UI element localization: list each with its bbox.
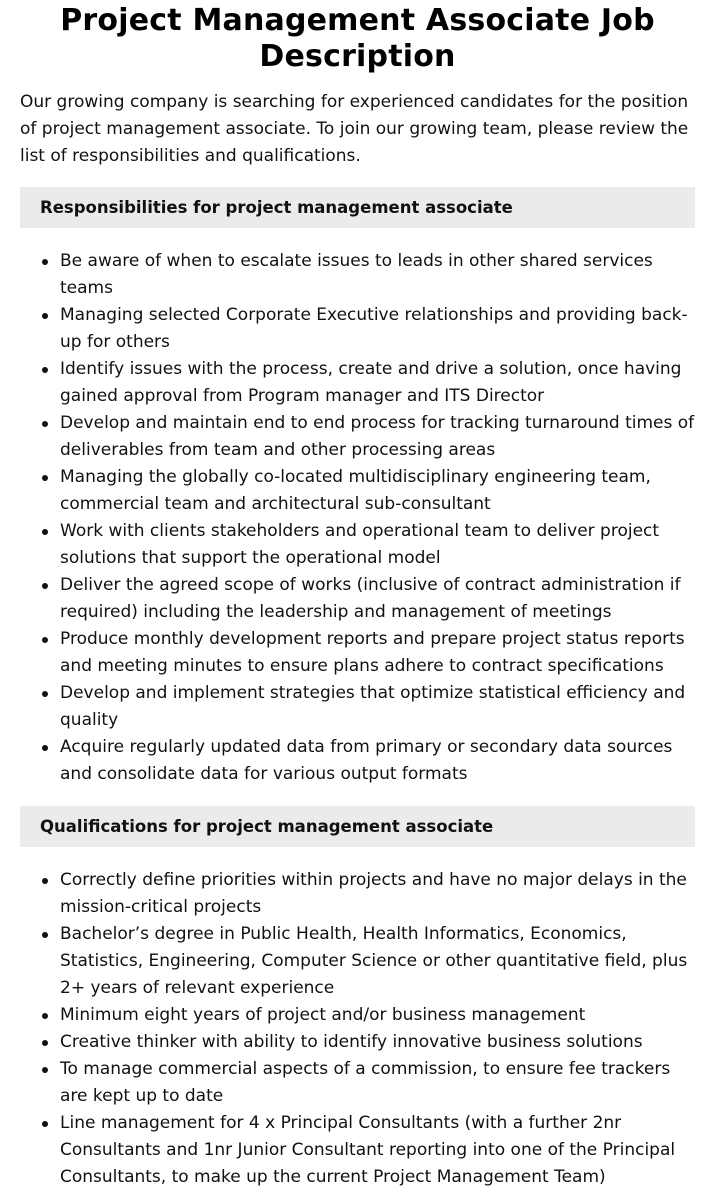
list-item (60, 1056, 695, 1110)
list-item (60, 734, 695, 788)
responsibilities-heading: Responsibilities for project management associate (20, 187, 695, 228)
list-item-text: Be aware of when to escalate issues to leads in other shared services teams (60, 251, 653, 298)
bullet-icon (42, 313, 48, 319)
list-item (60, 680, 695, 734)
list-item-text: Deliver the agreed scope of works (inclusive of contract administration if required) including the leadership and management of meetings (60, 575, 681, 622)
list-item (60, 867, 695, 921)
bullet-icon (42, 475, 48, 481)
intro-paragraph: Our growing company is searching for experienced candidates for the position of project management associate. To join our growing team, please review the list of responsibilities and qualifications. (20, 92, 689, 166)
list-item (60, 1110, 695, 1191)
bullet-icon (42, 529, 48, 535)
list-item-text: Identify issues with the process, create and drive a solution, once having gained approval from Program manager and ITS Director (60, 359, 682, 406)
list-item-text: Minimum eight years of project and/or business management (60, 1005, 586, 1025)
list-item (60, 410, 695, 464)
list-item (60, 1002, 695, 1029)
list-item-text: Correctly define priorities within projects and have no major delays in the mission-critical projects (60, 870, 687, 917)
bullet-icon (42, 932, 48, 938)
bullet-icon (42, 1013, 48, 1019)
list-item-text: Develop and maintain end to end process for tracking turnaround times of deliverables from team and other processing areas (60, 413, 695, 460)
bullet-icon (42, 745, 48, 751)
list-item-text: Work with clients stakeholders and operational team to deliver project solutions that support the operational model (60, 521, 660, 568)
bullet-icon (42, 691, 48, 697)
bullet-icon (42, 259, 48, 265)
list-item-text: Develop and implement strategies that optimize statistical efficiency and quality (60, 683, 686, 730)
bullet-icon (42, 1121, 48, 1127)
list-item (60, 464, 695, 518)
list-item (60, 356, 695, 410)
list-item (60, 626, 695, 680)
list-item-text: Managing selected Corporate Executive relationships and providing back-up for others (60, 305, 688, 352)
list-item (60, 518, 695, 572)
bullet-icon (42, 1067, 48, 1073)
list-item-text: Managing the globally co-located multidisciplinary engineering team, commercial team and architectural sub-consultant (60, 467, 651, 514)
list-item-text: Creative thinker with ability to identify innovative business solutions (60, 1032, 643, 1052)
list-item (60, 1029, 695, 1056)
bullet-icon (42, 421, 48, 427)
list-item-text: To manage commercial aspects of a commission, to ensure fee trackers are kept up to date (60, 1059, 671, 1106)
bullet-icon (42, 637, 48, 643)
page-title: Project Management Associate Job Description (60, 3, 655, 74)
responsibilities-list (20, 248, 695, 788)
list-item-text: Acquire regularly updated data from primary or secondary data sources and consolidate data for various output formats (60, 737, 673, 784)
list-item (60, 921, 695, 1002)
bullet-icon (42, 583, 48, 589)
list-item-text: Produce monthly development reports and prepare project status reports and meeting minutes to ensure plans adhere to contract specifications (60, 629, 685, 676)
list-item (60, 302, 695, 356)
bullet-icon (42, 1040, 48, 1046)
bullet-icon (42, 878, 48, 884)
qualifications-heading: Qualifications for project management associate (20, 806, 695, 847)
list-item (60, 572, 695, 626)
list-item-text: Line management for 4 x Principal Consultants (with a further 2nr Consultants and 1nr Junior Consultant reporting into one of the Principal Consultants, to make up the current Project Management Team) (60, 1113, 676, 1187)
bullet-icon (42, 367, 48, 373)
list-item (60, 248, 695, 302)
qualifications-list (20, 867, 695, 1191)
list-item-text: Bachelor’s degree in Public Health, Health Informatics, Economics, Statistics, Engineering, Computer Science or other quantitative field, plus 2+ years of relevant experience (60, 924, 688, 998)
